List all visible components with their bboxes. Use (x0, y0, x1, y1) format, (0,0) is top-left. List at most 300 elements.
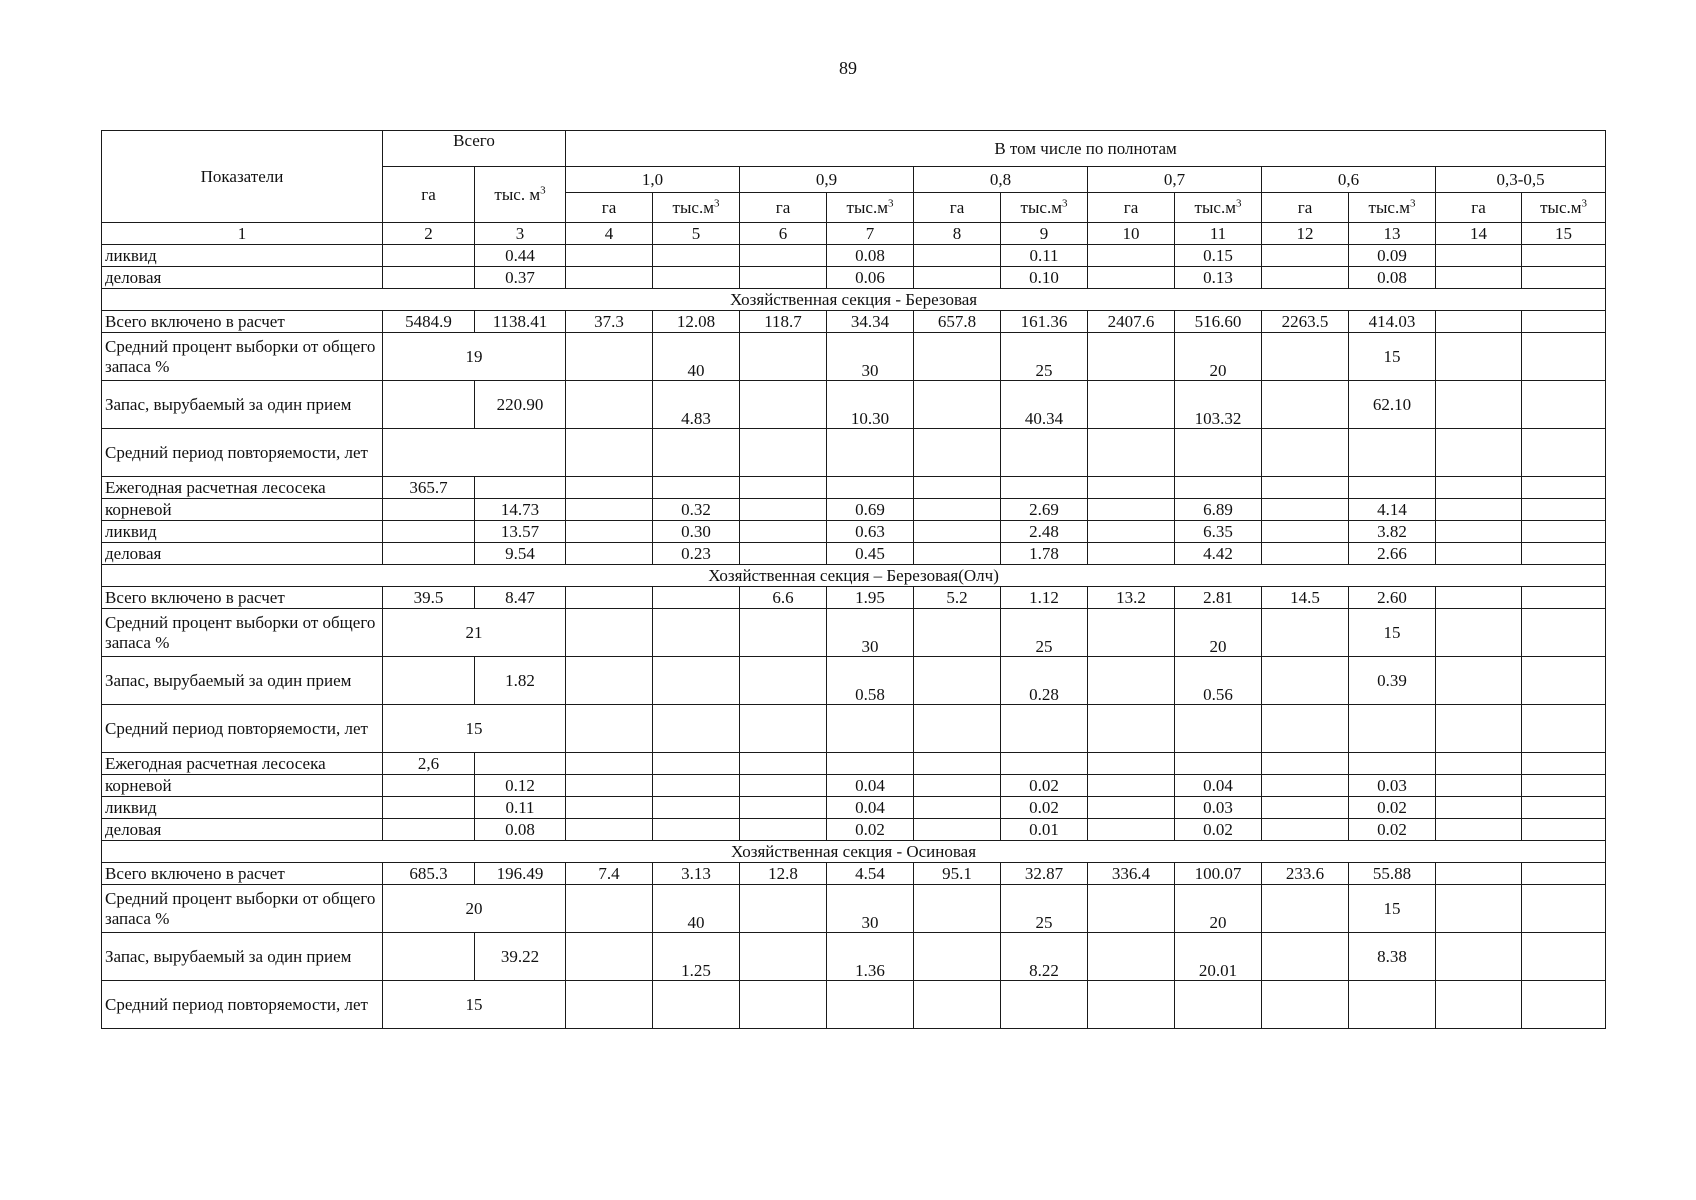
row-label: Ежегодная расчетная лесосека (102, 753, 383, 775)
table-cell (1088, 429, 1175, 477)
header-row-1 (102, 131, 1606, 167)
table-cell (383, 819, 475, 841)
table-cell (1088, 981, 1175, 1029)
table-cell (914, 609, 1001, 657)
table-cell (740, 429, 827, 477)
section-row (102, 289, 1606, 311)
header-density-2: 0,9 (740, 167, 914, 193)
table-row (102, 819, 1606, 841)
table-cell (1522, 797, 1606, 819)
table-cell (914, 477, 1001, 499)
column-number: 12 (1262, 223, 1349, 245)
table-cell: 0.23 (653, 543, 740, 565)
header-unit-m3: $тыс.м^3$ (1522, 193, 1606, 223)
table-cell (914, 753, 1001, 775)
table-cell: 685.3 (383, 863, 475, 885)
table-cell (566, 657, 653, 705)
table-cell (914, 499, 1001, 521)
row-label: Запас, вырубаемый за один прием (102, 657, 383, 705)
table-cell (1522, 543, 1606, 565)
table-cell: 8.22 (1001, 933, 1088, 981)
table-cell (1262, 797, 1349, 819)
section-title: Хозяйственная секция - Березовая (102, 289, 1606, 311)
table-cell (1522, 609, 1606, 657)
table-cell: 0.08 (1349, 267, 1436, 289)
table-cell (1522, 885, 1606, 933)
table-cell (740, 819, 827, 841)
table-cell (1436, 819, 1522, 841)
table-cell: 30 (827, 885, 914, 933)
header-unit-ha: га (914, 193, 1001, 223)
table-cell: 0.04 (827, 797, 914, 819)
row-label: корневой (102, 775, 383, 797)
table-cell: 0.12 (475, 775, 566, 797)
table-cell (1262, 753, 1349, 775)
row-label: Средний период повторяемости, лет (102, 981, 383, 1029)
table-cell (566, 609, 653, 657)
table-cell (1088, 267, 1175, 289)
table-cell: 196.49 (475, 863, 566, 885)
column-number: 1 (102, 223, 383, 245)
table-cell: 0.03 (1175, 797, 1262, 819)
table-cell: 0.02 (1349, 797, 1436, 819)
table-cell (566, 429, 653, 477)
table-cell (1088, 521, 1175, 543)
table-cell (1522, 753, 1606, 775)
table-cell (914, 543, 1001, 565)
table-row (102, 609, 1606, 657)
table-cell: 1.82 (475, 657, 566, 705)
table-cell: 0.08 (475, 819, 566, 841)
table-cell (740, 797, 827, 819)
table-row (102, 705, 1606, 753)
table-cell (1088, 753, 1175, 775)
table-cell: 5.2 (914, 587, 1001, 609)
table-cell: 233.6 (1262, 863, 1349, 885)
table-cell (566, 477, 653, 499)
table-row (102, 981, 1606, 1029)
table-cell (653, 981, 740, 1029)
row-label: деловая (102, 819, 383, 841)
header-unit-ha: га (1436, 193, 1522, 223)
table-cell (1262, 429, 1349, 477)
table-cell: 0.03 (1349, 775, 1436, 797)
table-cell (653, 819, 740, 841)
table-row (102, 477, 1606, 499)
table-cell (566, 753, 653, 775)
table-cell (1262, 933, 1349, 981)
row-label: деловая (102, 543, 383, 565)
table-cell (1436, 521, 1522, 543)
merged-total-value (383, 429, 566, 477)
table-cell (566, 775, 653, 797)
merged-total-value: 15 (383, 705, 566, 753)
table-cell (1349, 753, 1436, 775)
table-cell: 0.08 (827, 245, 914, 267)
header-unit-m3: $тыс.м^3$ (1001, 193, 1088, 223)
table-cell: 7.4 (566, 863, 653, 885)
table-cell: 0.39 (1349, 657, 1436, 705)
table-cell: 30 (827, 333, 914, 381)
table-cell (914, 885, 1001, 933)
table-cell: 40.34 (1001, 381, 1088, 429)
table-cell: 39.5 (383, 587, 475, 609)
table-cell: 414.03 (1349, 311, 1436, 333)
table-cell (1522, 333, 1606, 381)
table-cell (1522, 819, 1606, 841)
table-row (102, 267, 1606, 289)
table-cell: 2.69 (1001, 499, 1088, 521)
table-cell (1522, 381, 1606, 429)
page-number: 89 (839, 58, 857, 78)
table-cell: 0.11 (475, 797, 566, 819)
table-cell (1088, 819, 1175, 841)
row-label: Средний процент выборки от общего запаса % (102, 609, 383, 657)
table-cell (1088, 885, 1175, 933)
row-label: ликвид (102, 521, 383, 543)
table-cell (653, 657, 740, 705)
table-cell (1088, 797, 1175, 819)
table-cell (1436, 477, 1522, 499)
column-number: 6 (740, 223, 827, 245)
table-cell: 95.1 (914, 863, 1001, 885)
table-cell (914, 981, 1001, 1029)
table-cell (740, 543, 827, 565)
section-title: Хозяйственная секция – Березовая(Олч) (102, 565, 1606, 587)
table-cell: 14.73 (475, 499, 566, 521)
table-cell (653, 797, 740, 819)
table-cell (1436, 333, 1522, 381)
table-cell: 0.69 (827, 499, 914, 521)
column-number: 8 (914, 223, 1001, 245)
table-cell: 14.5 (1262, 587, 1349, 609)
table-cell (383, 499, 475, 521)
table-cell: 10.30 (827, 381, 914, 429)
table-cell: 15 (1349, 609, 1436, 657)
table-cell (740, 381, 827, 429)
table-cell (475, 753, 566, 775)
table-cell (914, 381, 1001, 429)
table-cell: 34.34 (827, 311, 914, 333)
table-cell (1522, 705, 1606, 753)
table-cell (383, 797, 475, 819)
table-cell: 0.11 (1001, 245, 1088, 267)
table-row (102, 429, 1606, 477)
table-cell (914, 333, 1001, 381)
table-cell (1262, 499, 1349, 521)
table-cell (1436, 381, 1522, 429)
table-cell: 25 (1001, 609, 1088, 657)
table-cell: 12.8 (740, 863, 827, 885)
section-row (102, 841, 1606, 863)
table-cell (740, 933, 827, 981)
table-cell (1349, 705, 1436, 753)
table-row (102, 333, 1606, 381)
column-number: 4 (566, 223, 653, 245)
table-cell (1088, 657, 1175, 705)
table-cell: 8.47 (475, 587, 566, 609)
table-cell (1262, 477, 1349, 499)
table-cell: 1.78 (1001, 543, 1088, 565)
table-cell (566, 543, 653, 565)
table-cell (383, 543, 475, 565)
table-cell (1001, 753, 1088, 775)
table-cell (1436, 245, 1522, 267)
table-cell (566, 819, 653, 841)
table-cell: 100.07 (1175, 863, 1262, 885)
table-row (102, 797, 1606, 819)
header-unit-m3: $тыс.м^3$ (1349, 193, 1436, 223)
table-cell (1522, 429, 1606, 477)
table-cell (1175, 753, 1262, 775)
table-cell (653, 267, 740, 289)
table-cell: 13.2 (1088, 587, 1175, 609)
table-cell: 103.32 (1175, 381, 1262, 429)
header-density-3: 0,8 (914, 167, 1088, 193)
column-number: 7 (827, 223, 914, 245)
table-cell (1001, 477, 1088, 499)
table-cell: 1.95 (827, 587, 914, 609)
table-cell (566, 885, 653, 933)
table-cell (653, 587, 740, 609)
table-cell: 1.36 (827, 933, 914, 981)
table-cell (1436, 797, 1522, 819)
table-cell: 2407.6 (1088, 311, 1175, 333)
table-cell (566, 521, 653, 543)
table-cell: 30 (827, 609, 914, 657)
table-cell (827, 981, 914, 1029)
table-cell (1262, 885, 1349, 933)
table-cell: 15 (1349, 885, 1436, 933)
row-label: Средний процент выборки от общего запаса % (102, 885, 383, 933)
table-cell (914, 933, 1001, 981)
header-total-m3: тыс. $м^3$ (475, 167, 566, 223)
table-cell (1349, 429, 1436, 477)
table-cell: 37.3 (566, 311, 653, 333)
table-cell (1522, 657, 1606, 705)
table-cell: 40 (653, 333, 740, 381)
table-cell: 0.30 (653, 521, 740, 543)
merged-total-value: 20 (383, 885, 566, 933)
table-cell: 3.82 (1349, 521, 1436, 543)
table-cell: 0.58 (827, 657, 914, 705)
table-cell (1436, 863, 1522, 885)
header-including: В том числе по полнотам (566, 131, 1606, 167)
table-cell: 0.09 (1349, 245, 1436, 267)
table-cell (827, 429, 914, 477)
table-cell: 2.66 (1349, 543, 1436, 565)
table-cell (383, 267, 475, 289)
table-cell (1522, 933, 1606, 981)
header-unit-ha: га (1262, 193, 1349, 223)
table-cell: 20 (1175, 885, 1262, 933)
table-cell (383, 775, 475, 797)
column-number: 14 (1436, 223, 1522, 245)
table-cell: 20.01 (1175, 933, 1262, 981)
table-row (102, 245, 1606, 267)
header-indicators: Показатели (102, 131, 383, 223)
table-cell (1088, 705, 1175, 753)
table-cell: 0.44 (475, 245, 566, 267)
row-label: Ежегодная расчетная лесосека (102, 477, 383, 499)
table-cell (740, 499, 827, 521)
header-total: Всего (383, 131, 566, 167)
table-cell: 161.36 (1001, 311, 1088, 333)
table-cell (827, 705, 914, 753)
table-cell (566, 267, 653, 289)
table-cell (1262, 267, 1349, 289)
table-cell (1088, 381, 1175, 429)
table-cell (740, 267, 827, 289)
table-cell: 6.89 (1175, 499, 1262, 521)
table-cell (1522, 863, 1606, 885)
header-density-6: 0,3-0,5 (1436, 167, 1606, 193)
table-cell (914, 705, 1001, 753)
row-label: Средний период повторяемости, лет (102, 429, 383, 477)
merged-total-value: 15 (383, 981, 566, 1029)
table-cell (740, 657, 827, 705)
header-unit-m3: $тыс.м^3$ (827, 193, 914, 223)
table-cell (914, 657, 1001, 705)
table-cell (1175, 981, 1262, 1029)
table-row (102, 311, 1606, 333)
table-cell: 0.63 (827, 521, 914, 543)
merged-total-value: 21 (383, 609, 566, 657)
column-number: 13 (1349, 223, 1436, 245)
table-cell: 0.37 (475, 267, 566, 289)
column-number-row (102, 223, 1606, 245)
row-label: деловая (102, 267, 383, 289)
table-cell (1001, 981, 1088, 1029)
table-cell (1175, 429, 1262, 477)
table-cell (566, 797, 653, 819)
table-cell (383, 381, 475, 429)
table-cell: 0.15 (1175, 245, 1262, 267)
table-cell (1262, 381, 1349, 429)
table-cell: 12.08 (653, 311, 740, 333)
table-cell (1436, 885, 1522, 933)
table-cell (740, 775, 827, 797)
table-row (102, 587, 1606, 609)
table-cell: 20 (1175, 333, 1262, 381)
table-cell: 8.38 (1349, 933, 1436, 981)
header-unit-m3: $тыс.м^3$ (1175, 193, 1262, 223)
table-cell (1436, 499, 1522, 521)
table-cell (740, 753, 827, 775)
section-title: Хозяйственная секция - Осиновая (102, 841, 1606, 863)
table-cell (1522, 587, 1606, 609)
table-cell: 0.02 (1001, 775, 1088, 797)
table-cell: 516.60 (1175, 311, 1262, 333)
table-cell (740, 333, 827, 381)
table-cell: 4.42 (1175, 543, 1262, 565)
table-cell (1436, 609, 1522, 657)
column-number: 5 (653, 223, 740, 245)
table-cell (740, 477, 827, 499)
table-row (102, 933, 1606, 981)
table-row (102, 499, 1606, 521)
table-cell (383, 933, 475, 981)
header-density-4: 0,7 (1088, 167, 1262, 193)
table-cell (914, 267, 1001, 289)
forest-stock-table (101, 130, 1606, 1029)
table-cell (914, 819, 1001, 841)
column-number: 11 (1175, 223, 1262, 245)
table-cell: 0.02 (1349, 819, 1436, 841)
table-cell: 5484.9 (383, 311, 475, 333)
table-cell (653, 775, 740, 797)
table-cell: 15 (1349, 333, 1436, 381)
table-cell: 6.35 (1175, 521, 1262, 543)
table-cell (914, 245, 1001, 267)
table-cell (653, 609, 740, 657)
row-label: ликвид (102, 797, 383, 819)
column-number: 2 (383, 223, 475, 245)
section-row (102, 565, 1606, 587)
table-cell: 0.28 (1001, 657, 1088, 705)
table-cell (566, 499, 653, 521)
table-row (102, 863, 1606, 885)
table-cell (566, 381, 653, 429)
header-density-1: 1,0 (566, 167, 740, 193)
table-cell: 39.22 (475, 933, 566, 981)
table-cell (653, 477, 740, 499)
table-cell (1436, 775, 1522, 797)
table-cell (1175, 705, 1262, 753)
merged-total-value: 19 (383, 333, 566, 381)
table-row (102, 543, 1606, 565)
table-cell: 0.02 (1001, 797, 1088, 819)
table-cell: 25 (1001, 885, 1088, 933)
table-cell (1436, 311, 1522, 333)
table-cell (1088, 245, 1175, 267)
table-cell (740, 521, 827, 543)
table-cell: 1138.41 (475, 311, 566, 333)
table-cell: 6.6 (740, 587, 827, 609)
table-cell (1262, 521, 1349, 543)
table-cell: 0.01 (1001, 819, 1088, 841)
table-cell: 0.13 (1175, 267, 1262, 289)
header-unit-ha: га (1088, 193, 1175, 223)
column-number: 10 (1088, 223, 1175, 245)
table-cell (1088, 933, 1175, 981)
table-cell: 32.87 (1001, 863, 1088, 885)
table-cell (653, 705, 740, 753)
table-cell: 0.45 (827, 543, 914, 565)
table-cell (383, 245, 475, 267)
column-number: 9 (1001, 223, 1088, 245)
table-cell (566, 333, 653, 381)
table-cell: 13.57 (475, 521, 566, 543)
table-cell (1349, 981, 1436, 1029)
row-label: Средний процент выборки от общего запаса % (102, 333, 383, 381)
table-cell (1522, 477, 1606, 499)
row-label: ликвид (102, 245, 383, 267)
table-cell (740, 609, 827, 657)
table-cell (1262, 705, 1349, 753)
table-cell (653, 245, 740, 267)
table-cell (914, 521, 1001, 543)
table-cell (1436, 981, 1522, 1029)
table-cell (383, 657, 475, 705)
table-cell: 2,6 (383, 753, 475, 775)
column-number: 15 (1522, 223, 1606, 245)
table-cell: 4.83 (653, 381, 740, 429)
table-cell (1522, 499, 1606, 521)
table-cell (1522, 775, 1606, 797)
table-cell (1088, 609, 1175, 657)
table-cell: 20 (1175, 609, 1262, 657)
